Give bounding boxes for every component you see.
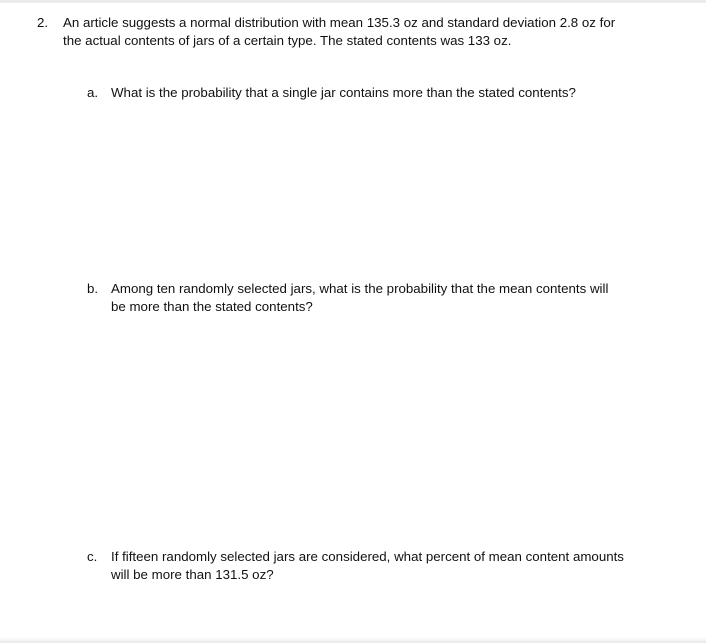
part-b-text [111, 280, 656, 316]
question-stem [63, 14, 663, 50]
page-bottom-edge [0, 637, 706, 643]
question-stem-line-2: the actual contents of jars of a certain type. The stated contents was 133 oz. [63, 33, 512, 48]
page-top-edge [0, 0, 706, 3]
part-c-line-1: If fifteen randomly selected jars are considered, what percent of mean content amounts [111, 549, 624, 564]
part-b-letter: b. [87, 281, 99, 296]
part-a-letter: a. [87, 85, 99, 100]
part-a-line-1: What is the probability that a single jar contains more than the stated contents? [111, 85, 576, 100]
question-stem-line-1: An article suggests a normal distribution with mean 135.3 oz and standard deviation 2.8 oz for [63, 15, 616, 30]
part-c-text [111, 548, 656, 584]
part-c-letter: c. [87, 549, 98, 564]
part-c-line-2: will be more than 131.5 oz? [111, 567, 274, 582]
part-a-text [111, 84, 656, 102]
part-b-line-1: Among ten randomly selected jars, what is the probability that the mean contents will [111, 281, 609, 296]
part-b-line-2: be more than the stated contents? [111, 299, 313, 314]
question-number: 2. [37, 15, 49, 30]
